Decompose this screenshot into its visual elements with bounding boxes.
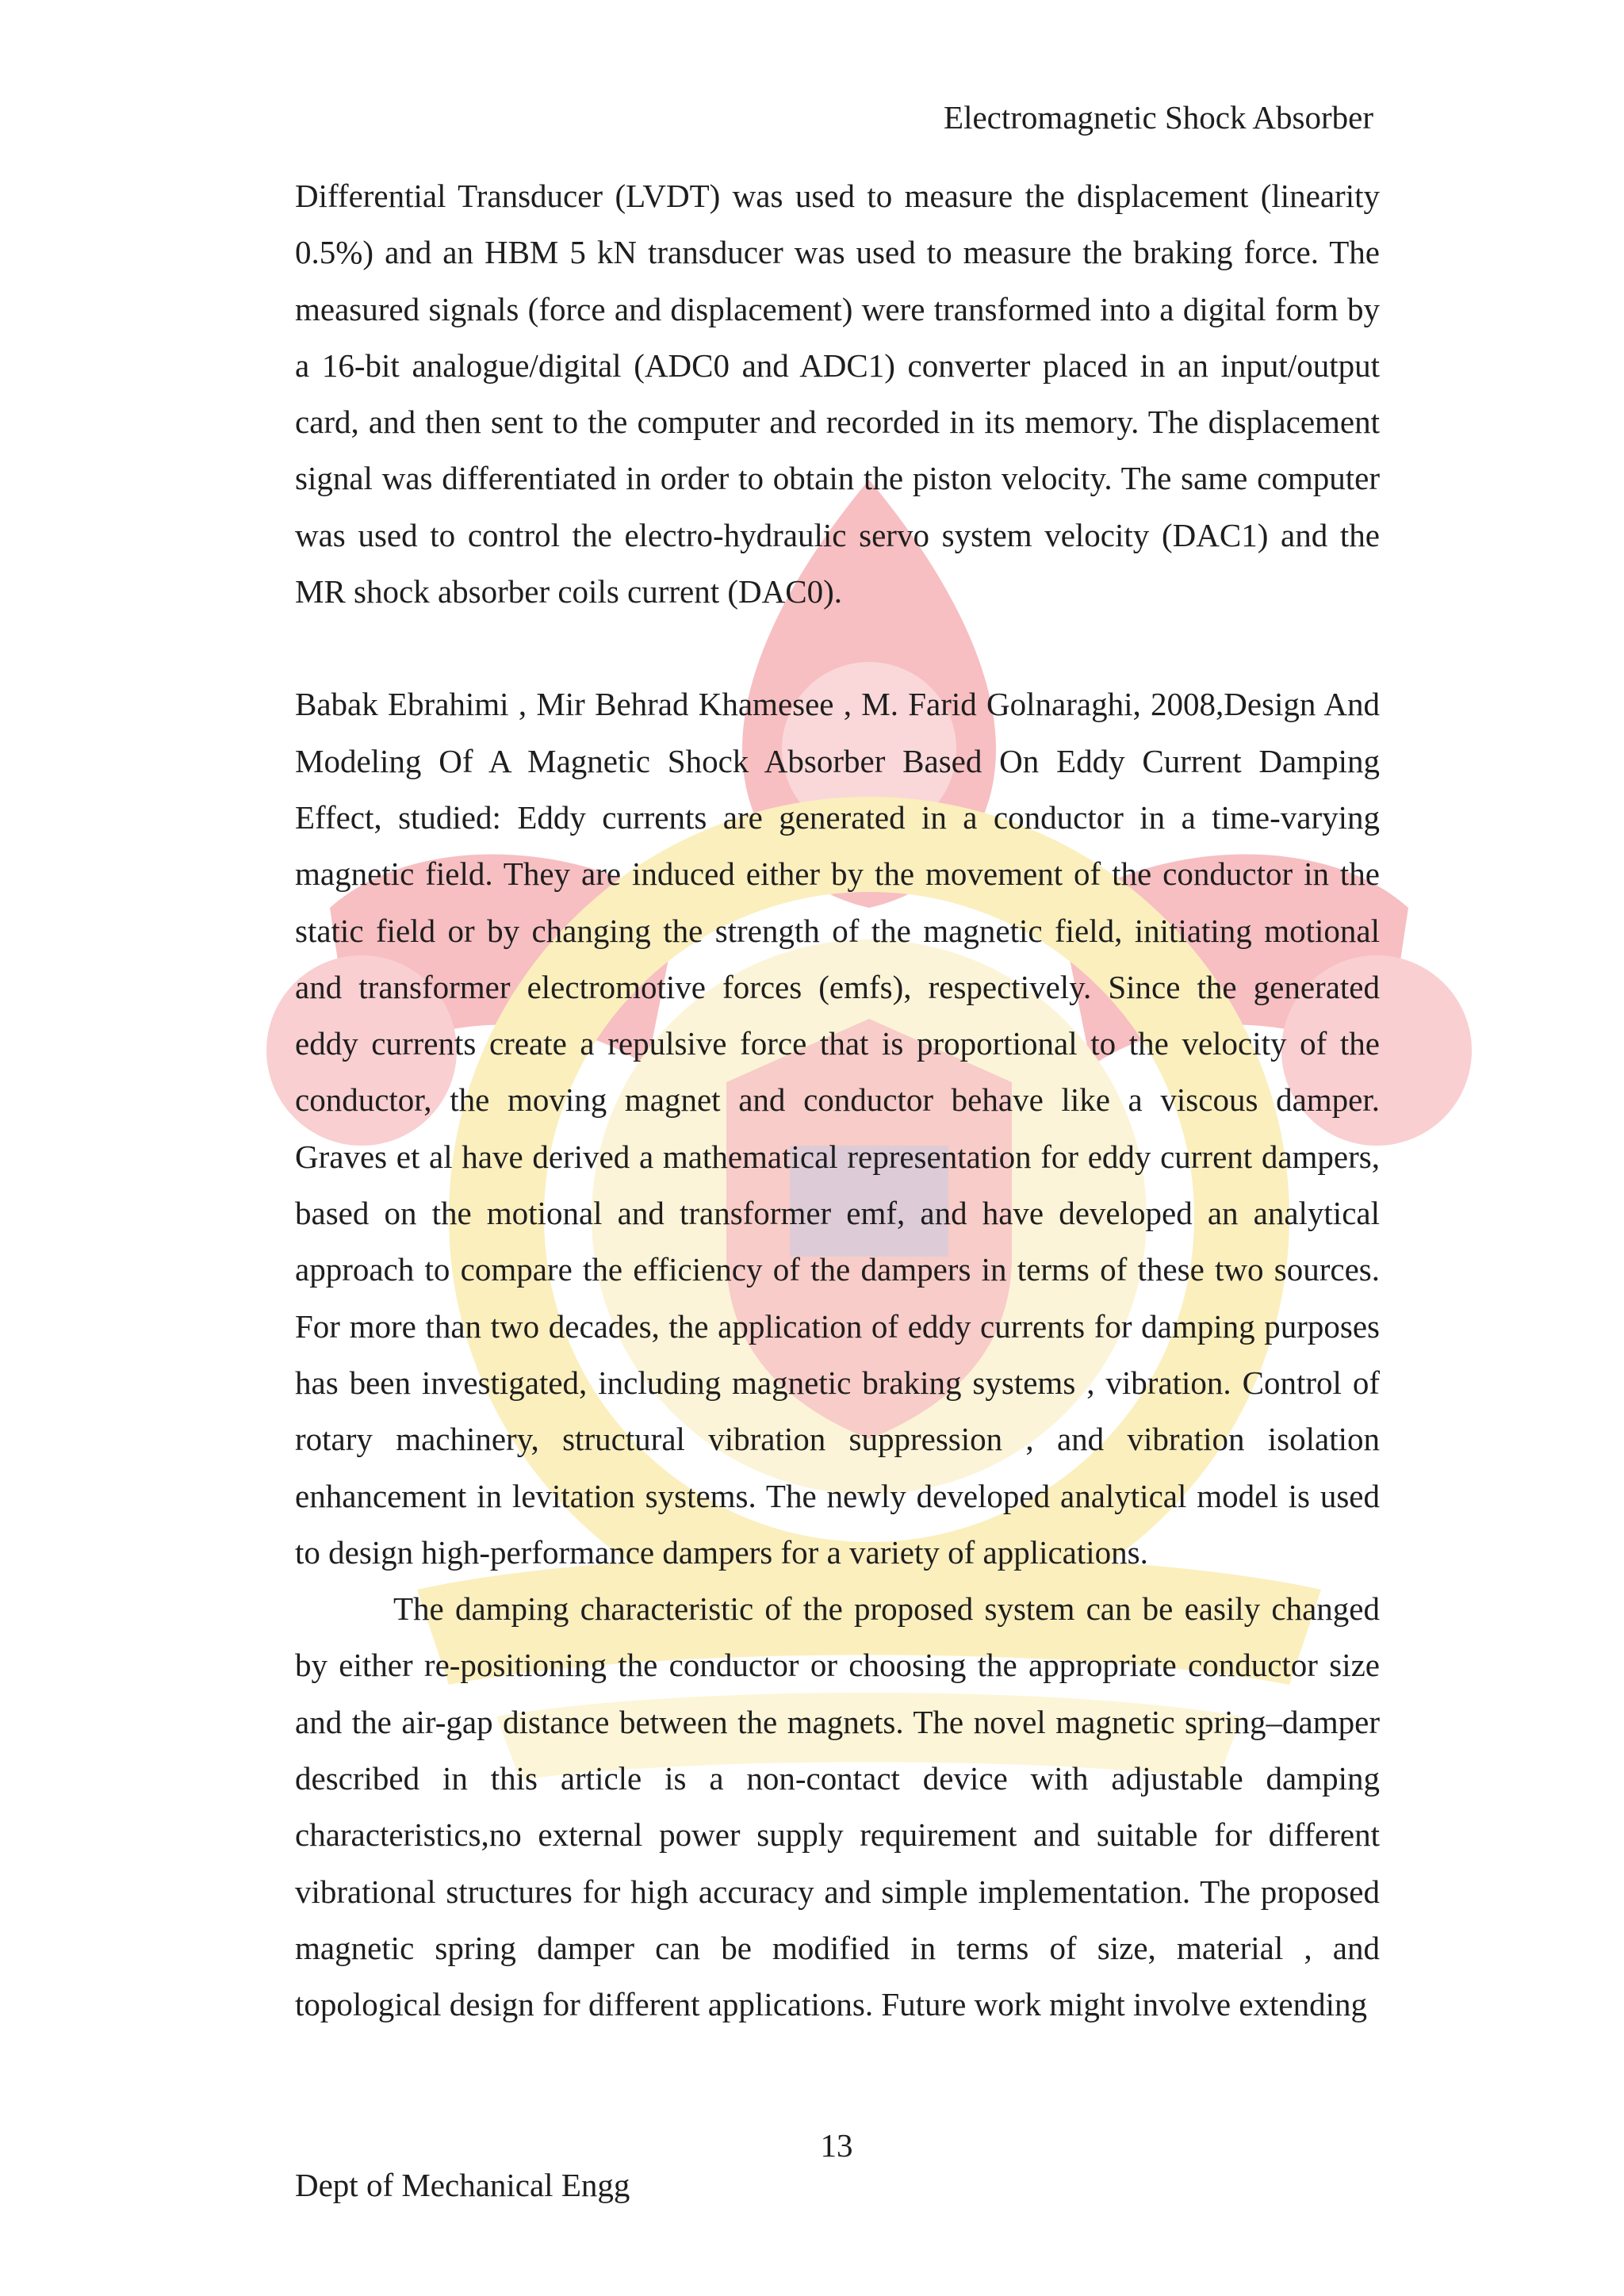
paragraph-lvdt-measurement: Differential Transducer (LVDT) was used to measure the displacement (linearity 0.5%) and an HBM 5 kN transducer was used to measure the braking force. The measured signals (force and displacement) were transformed into a digital form by a 16-bit analogue/digital (ADC0 and ADC1) converter placed in an input/output card, and then sent to the computer and recorded in its memory. The displacement signal was differentiated in order to obtain the piston velocity. The same computer was used to control the electro-hydraulic servo system velocity (DAC1) and the MR shock absorber coils current (DAC0). bbox=[295, 178, 1380, 610]
page-body bbox=[295, 168, 1380, 2034]
paragraph-ebrahimi-literature: Babak Ebrahimi , Mir Behrad Khamesee , M. Farid Golnaraghi, 2008,Design And Modeling Of A Magnetic Shock Absorber Based On Eddy Current Damping Effect, studied: Eddy currents are generated in a conductor in a time-varying magnetic field. They are induced either by the movement of the conductor in the static field or by changing the strength of the magnetic field, initiating motional and transformer electromotive forces (emfs), respectively. Since the generated eddy currents create a repulsive force that is proportional to the velocity of the conductor, the moving magnet and conductor behave like a viscous damper. Graves et al have derived a mathematical representation for eddy current dampers, based on the motional and transformer emf, and have developed an analytical approach to compare the efficiency of the dampers in terms of these two sources. For more than two decades, the application of eddy currents for damping purposes has been investigated, including magnetic braking systems , vibration. Control of rotary machinery, structural vibration suppression , and vibration isolation enhancement in levitation systems. The newly developed analytical model is used to design high-performance dampers for a variety of applications. bbox=[295, 686, 1380, 1571]
page-number: 13 bbox=[820, 2127, 853, 2164]
running-header-title: Electromagnetic Shock Absorber bbox=[944, 99, 1373, 136]
running-footer-department: Dept of Mechanical Engg bbox=[295, 2167, 630, 2203]
paragraph-damping-characteristic: The damping characteristic of the proposed system can be easily changed by either re-positioning the conductor or choosing the appropriate conductor size and the air-gap distance between the magnets. The novel magnetic spring–damper described in this article is a non-contact device with adjustable damping characteristics,no external power supply requirement and suitable for different vibrational structures for high accuracy and simple implementation. The proposed magnetic spring damper can be modified in terms of size, material , and topological design for different applications. Future work might involve extending bbox=[295, 1590, 1380, 2023]
